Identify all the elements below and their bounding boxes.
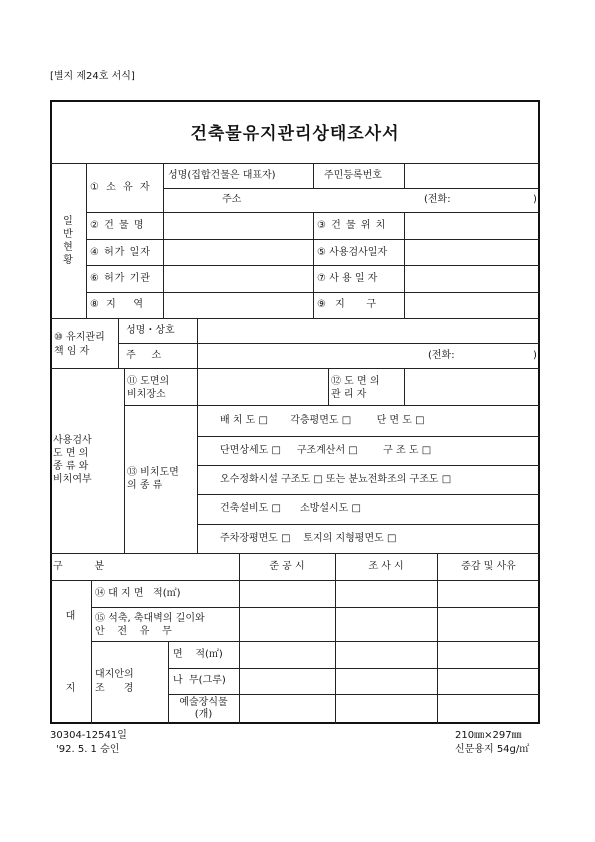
rule (50, 318, 540, 319)
rule (91, 607, 540, 608)
drawing-row-4: 건축설비도 □ 소방설시도 □ (220, 503, 361, 514)
rule (118, 343, 540, 344)
owner-phone-label: (전화: (424, 194, 451, 205)
col-completion-header: 준 공 시 (269, 561, 305, 572)
rule (437, 553, 438, 724)
drawing-place-label: ⑪ 도면의 비치장소 (127, 376, 170, 400)
building-location-label: ③ 건 물 위 치 (317, 220, 387, 231)
rule (91, 641, 540, 642)
rule (197, 494, 540, 495)
rule (91, 580, 92, 724)
rule (163, 188, 540, 189)
permit-agency-label: ⑥ 허가 기관 (90, 273, 151, 284)
rule (404, 368, 405, 405)
trees-label: 나 무(그루) (173, 675, 226, 686)
rule (313, 163, 314, 188)
drawings-section-label: 사용검사 도 면 의 종 류 와 비치여부 (53, 435, 92, 485)
site-side-label-1: 대 (65, 611, 76, 622)
manager-section-label: ⑩ 유지관리 책 임 자 (54, 332, 105, 357)
rule (197, 436, 540, 437)
manager-address-label: 주 소 (126, 350, 162, 361)
drawing-row-1: 배 치 도 □ 각층평면도 □ 단 면 도 □ (220, 415, 425, 426)
header-note: [별지 제24호 서식] (50, 71, 135, 82)
drawing-row-2: 단면상세도 □ 구조계산서 □ 구 조 도 □ (220, 445, 432, 456)
general-section-label: 일 반 현 황 (63, 216, 73, 266)
rule (50, 580, 540, 581)
inspection-date-label: ⑤ 사용검사일자 (317, 247, 388, 258)
building-name-label: ② 건 물 명 (90, 220, 145, 231)
rule (404, 212, 405, 318)
drawing-manager-label: ⑫ 도 면 의 관 리 자 (331, 376, 380, 400)
rule (50, 553, 540, 554)
rule (168, 668, 540, 669)
landscape-label: 대지안의 조 경 (95, 669, 134, 694)
owner-address-label: 주소 (222, 194, 242, 205)
rule (328, 368, 329, 405)
permit-date-label: ④ 허가 일자 (90, 247, 151, 258)
approval-date: '92. 5. 1 승인 (56, 744, 120, 755)
owner-phone-close: ) (533, 194, 537, 205)
owner-label: ① 소 유 자 (90, 182, 152, 193)
district-label: ⑨ 지 구 (317, 299, 379, 310)
use-date-label: ⑦ 사 용 일 자 (317, 273, 378, 284)
rule (197, 318, 198, 368)
col-category-header: 구 분 (53, 561, 105, 572)
site-area-label: ⑭ 대 지 면 적(㎡) (95, 588, 181, 599)
zone-label: ⑧ 지 역 (90, 299, 145, 310)
rule (50, 163, 540, 164)
rule (124, 405, 540, 406)
owner-name-label: 성명(집합건물은 대표자) (168, 170, 276, 181)
site-side-label-2: 지 (65, 683, 76, 694)
form-number: 30304-12541일 (50, 730, 127, 741)
rule (197, 524, 540, 525)
rule (118, 318, 119, 368)
rule (335, 553, 336, 724)
rule (239, 553, 240, 724)
rule (168, 694, 540, 695)
manager-phone-close: ) (533, 350, 537, 361)
col-survey-header: 조 사 시 (368, 561, 404, 572)
manager-phone-label: (전화: (428, 350, 455, 361)
drawing-row-3: 오수정화시설 구조도 □ 또는 분뇨전화조의 구조도 □ (220, 474, 452, 485)
manager-name-label: 성명・상호 (126, 325, 175, 336)
artwork-label: 예술장식물 (개) (179, 697, 228, 720)
retaining-wall-label: ⑮ 석축, 축대벽의 길이와 안 전 유 무 (95, 613, 205, 637)
drawing-row-5: 주차장평면도 □ 토지의 지형평면도 □ (220, 533, 397, 544)
rule (124, 368, 125, 553)
rule (313, 212, 314, 318)
rule (86, 163, 87, 318)
form-title: 건축물유지관리상태조사서 (190, 124, 400, 144)
resident-no-label: 주민등록번호 (324, 170, 382, 181)
paper-size: 210㎜×297㎜ (455, 730, 522, 741)
paper-type: 신문용지 54g/㎡ (455, 744, 530, 755)
col-change-header: 증감 및 사유 (461, 561, 516, 572)
rule (197, 465, 540, 466)
rule (163, 163, 164, 318)
drawing-types-label: ⑬ 비치도면 의 종 류 (127, 467, 179, 491)
rule (404, 163, 405, 188)
rule (197, 368, 198, 553)
landscape-area-label: 면 적(㎡) (173, 649, 223, 660)
